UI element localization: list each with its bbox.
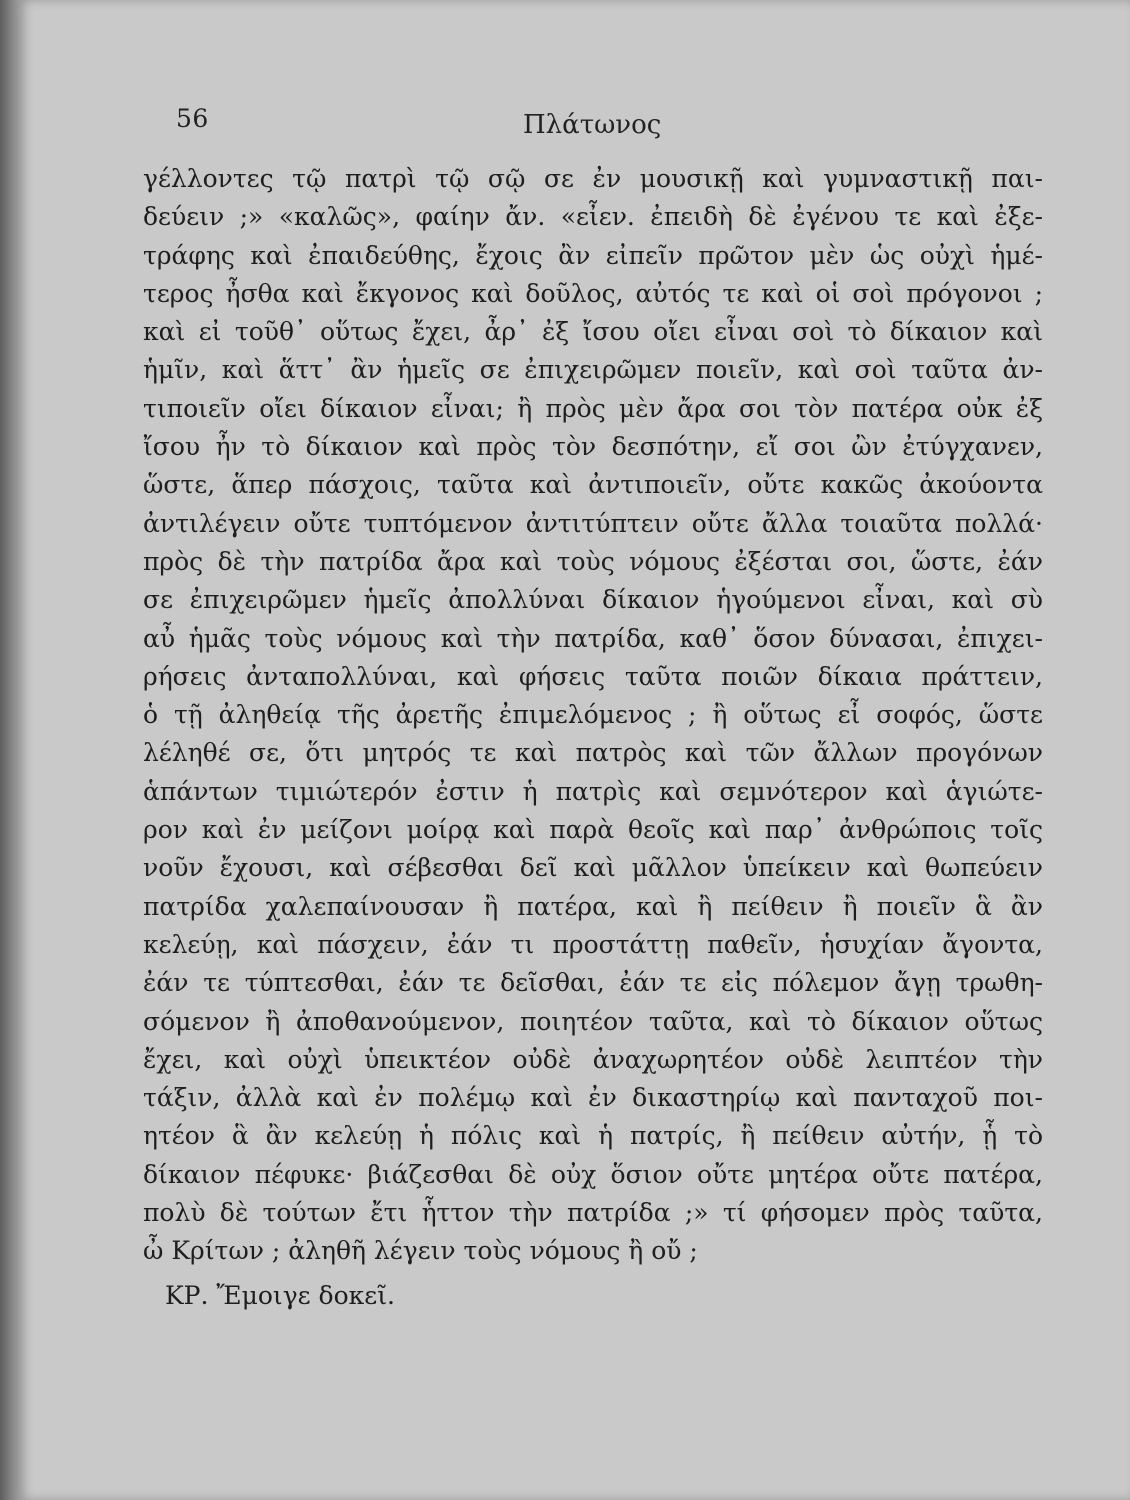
text-line: δίκαιον πέφυκε· βιάζεσθαι δὲ οὐχ ὅσιον οὔτε μητέρα οὔτε πατέρα, [143, 1159, 1043, 1189]
text-line: πατρίδα χαλεπαίνουσαν ἢ πατέρα, καὶ ἢ πείθειν ἢ ποιεῖν ἃ ἂν [143, 891, 1043, 921]
text-line: ἡμῖν, καὶ ἅττ᾽ ἂν ἡμεῖς σε ἐπιχειρῶμεν ποιεῖν, καὶ σοὶ ταῦτα ἀν- [143, 355, 1043, 385]
text-line: σόμενον ἢ ἀποθανούμενον, ποιητέον ταῦτα, καὶ τὸ δίκαιον οὕτως [143, 1006, 1043, 1036]
text-line: τιποιεῖν οἴει δίκαιον εἶναι; ἢ πρὸς μὲν ἄρα σοι τὸν πατέρα οὐκ ἐξ [143, 393, 1043, 423]
text-line: νοῦν ἔχουσι, καὶ σέβεσθαι δεῖ καὶ μᾶλλον ὑπείκειν καὶ θωπεύειν [143, 853, 1043, 883]
text-line: ἀντιλέγειν οὔτε τυπτόμενον ἀντιτύπτειν οὔτε ἄλλα τοιαῦτα πολλά· [143, 508, 1043, 538]
text-line: πρὸς δὲ τὴν πατρίδα ἄρα καὶ τοὺς νόμους ἐξέσται σοι, ὥστε, ἐάν [143, 546, 1043, 576]
text-line: ἴσου ἦν τὸ δίκαιον καὶ πρὸς τὸν δεσπότην, εἴ σοι ὢν ἐτύγχανεν, [143, 432, 1043, 462]
body-text [143, 160, 1043, 1315]
text-line: αὖ ἡμᾶς τοὺς νόμους καὶ τὴν πατρίδα, καθ᾽ ὅσον δύνασαι, ἐπιχει- [143, 623, 1043, 653]
text-line: ἐάν τε τύπτεσθαι, ἐάν τε δεῖσθαι, ἐάν τε εἰς πόλεμον ἄγῃ τρωθη- [143, 968, 1043, 998]
text-line: ὥστε, ἅπερ πάσχοις, ταῦτα καὶ ἀντιποιεῖν, οὔτε κακῶς ἀκούοντα [143, 470, 1043, 500]
text-line: ἁπάντων τιμιώτερόν ἐστιν ἡ πατρὶς καὶ σεμνότερον καὶ ἁγιώτε- [143, 776, 1043, 806]
text-line: κελεύῃ, καὶ πάσχειν, ἐάν τι προστάττῃ παθεῖν, ἡσυχίαν ἄγοντα, [143, 929, 1043, 959]
text-line: πολὺ δὲ τούτων ἔτι ἧττον τὴν πατρίδα ;» τί φήσομεν πρὸς ταῦτα, [143, 1198, 1043, 1228]
text-line: δεύειν ;» «καλῶς», φαίην ἄν. «εἶεν. ἐπειδὴ δὲ ἐγένου τε καὶ ἐξε- [143, 202, 1043, 232]
text-line: τερος ἦσθα καὶ ἔκγονος καὶ δοῦλος, αὐτός τε καὶ οἱ σοὶ πρόγονοι ; [143, 278, 1043, 308]
text-line: ητέον ἃ ἂν κελεύῃ ἡ πόλις καὶ ἡ πατρίς, ἢ πείθειν αὐτήν, ᾗ τὸ [143, 1121, 1043, 1151]
text-line: τράφης καὶ ἐπαιδεύθης, ἔχοις ἂν εἰπεῖν πρῶτον μὲν ὡς οὐχὶ ἡμέ- [143, 240, 1043, 270]
page-binding-edge [0, 0, 18, 1500]
text-line: ὦ Κρίτων ; ἀληθῆ λέγειν τοὺς νόμους ἢ οὔ ; [143, 1236, 698, 1266]
text-line: ἔχει, καὶ οὐχὶ ὑπεικτέον οὐδὲ ἀναχωρητέον οὐδὲ λειπτέον τὴν [143, 1044, 1043, 1074]
text-line: λέληθέ σε, ὅτι μητρός τε καὶ πατρὸς καὶ τῶν ἄλλων προγόνων [143, 738, 1043, 768]
page-number: 56 [176, 104, 209, 133]
text-line: ρήσεις ἀνταπολλύναι, καὶ φήσεις ταῦτα ποιῶν δίκαια πράττειν, [143, 661, 1043, 691]
speaker-reply: ΚΡ. Ἔμοιγε δοκεῖ. [165, 1280, 395, 1310]
text-line: καὶ εἰ τοῦθ᾽ οὕτως ἔχει, ἆρ᾽ ἐξ ἴσου οἴει εἶναι σοὶ τὸ δίκαιον καὶ [143, 317, 1043, 347]
text-line: ὁ τῇ ἀληθείᾳ τῆς ἀρετῆς ἐπιμελόμενος ; ἢ οὕτως εἶ σοφός, ὥστε [143, 700, 1043, 730]
text-line: ρον καὶ ἐν μείζονι μοίρᾳ καὶ παρὰ θεοῖς καὶ παρ᾽ ἀνθρώποις τοῖς [143, 815, 1043, 845]
running-head: Πλάτωνος [523, 110, 662, 140]
text-line: τάξιν, ἀλλὰ καὶ ἐν πολέμῳ καὶ ἐν δικαστηρίῳ καὶ πανταχοῦ ποι- [143, 1083, 1043, 1113]
text-line: γέλλοντες τῷ πατρὶ τῷ σῷ σε ἐν μουσικῇ καὶ γυμναστικῇ παι- [143, 164, 1043, 193]
text-line: σε ἐπιχειρῶμεν ἡμεῖς ἀπολλύναι δίκαιον ἡγούμενοι εἶναι, καὶ σὺ [143, 585, 1043, 615]
